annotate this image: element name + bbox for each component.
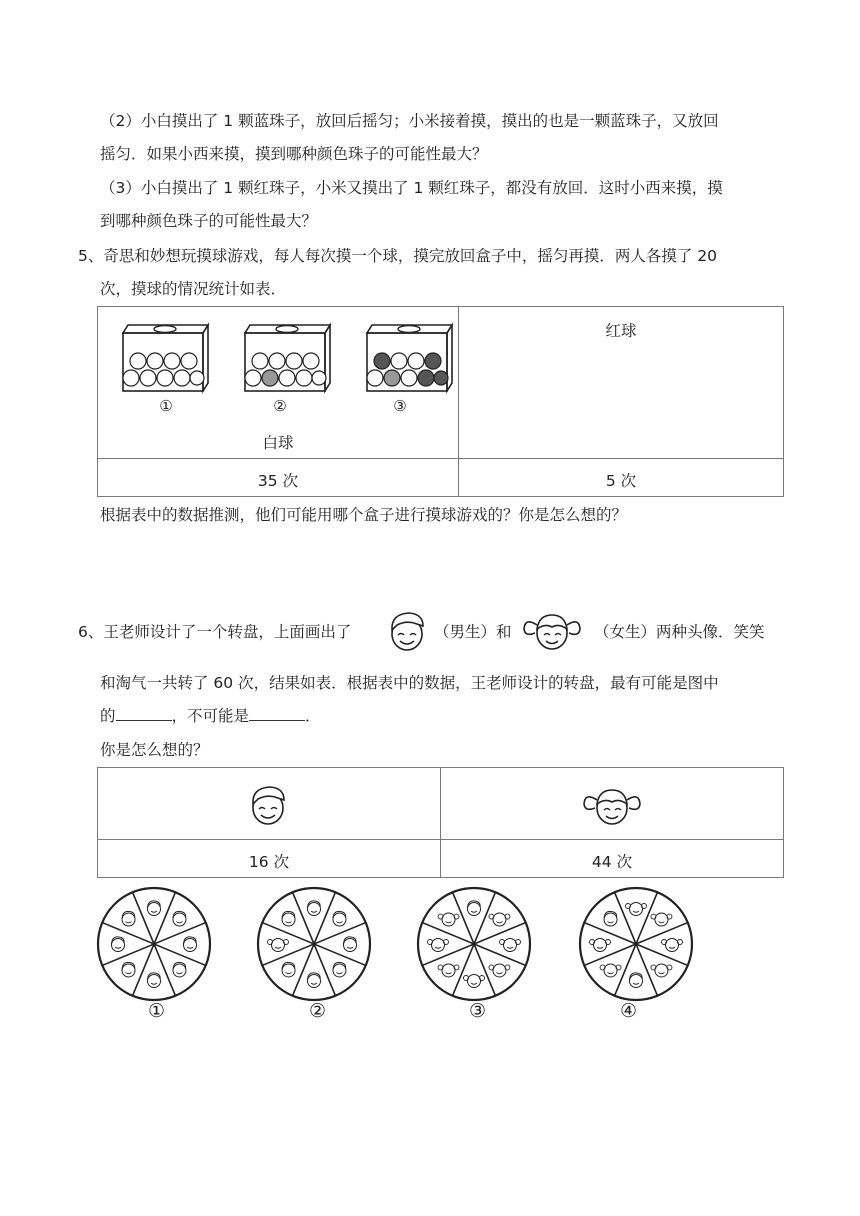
q5-line1: 5、奇思和妙想玩摸球游戏，每人每次摸一个球，摸完放回盒子中，摇匀再摸．两人各摸了 20 — [78, 247, 718, 265]
white-ball-label: 白球 — [262, 434, 294, 452]
q4-sub3-line2: 到哪种颜色珠子的可能性最大？ — [100, 212, 318, 230]
box-label-1: ① — [159, 397, 173, 415]
box-label-3: ③ — [393, 397, 407, 415]
spinner-label-1: ① — [148, 1000, 166, 1022]
boy-face-icon — [385, 608, 431, 654]
girl-header-cell — [441, 768, 784, 840]
red-ball-label: 红球 — [605, 322, 637, 340]
spinner-3 — [418, 888, 530, 1000]
boy-header-cell — [98, 768, 441, 840]
box-1-icon — [123, 325, 208, 391]
girl-face-icon — [519, 605, 585, 655]
q6-line3-b: ，不可能是 — [171, 707, 250, 725]
box-label-2: ② — [273, 397, 287, 415]
spinner-1 — [98, 888, 210, 1000]
spinner-4 — [580, 888, 692, 1000]
spinners-illustration — [92, 884, 712, 1034]
q6-line1-a: 6、王老师设计了一个转盘，上面画出了 — [78, 623, 352, 641]
q6-line1-b: （男生）和 — [434, 623, 512, 641]
q6-line4: 你是怎么想的？ — [100, 741, 209, 759]
q4-sub2-line2: 摇匀．如果小西来摸，摸到哪种颜色珠子的可能性最大？ — [100, 145, 488, 163]
spinner-label-2: ② — [309, 1000, 327, 1022]
q5-table — [97, 306, 784, 497]
q5-red-header-cell — [459, 307, 784, 459]
girl-count-cell — [441, 840, 784, 878]
answer-blank-2[interactable] — [249, 706, 305, 721]
box-3-icon — [367, 325, 452, 391]
q6-table — [97, 767, 784, 878]
q6-line3 — [100, 706, 321, 726]
red-count: 5 次 — [605, 472, 637, 490]
girl-count: 44 次 — [591, 853, 633, 871]
white-count-cell — [98, 459, 459, 497]
q4-sub3-line1: （3）小白摸出了 1 颗红珠子，小米又摸出了 1 颗红珠子，都没有放回．这时小西来摸，摸 — [100, 179, 723, 197]
spinner-label-4: ④ — [620, 1000, 638, 1022]
q5-line2: 次，摸球的情况统计如表． — [100, 280, 287, 298]
answer-blank-1[interactable] — [116, 706, 172, 721]
q6-line1-c: （女生）两种头像．笑笑 — [594, 623, 765, 641]
q6-line2: 和淘气一共转了 60 次，结果如表．根据表中的数据，王老师设计的转盘，最有可能是图中 — [100, 674, 719, 692]
q6-line3-c: ． — [305, 707, 321, 725]
spinner-label-3: ③ — [469, 1000, 487, 1022]
q4-sub2-line1: （2）小白摸出了 1 颗蓝珠子，放回后摇匀；小米接着摸，摸出的也是一颗蓝珠子，又放回 — [100, 112, 719, 130]
boy-count-cell — [98, 840, 441, 878]
red-count-cell — [459, 459, 784, 497]
white-count: 35 次 — [257, 472, 299, 490]
q5-question: 根据表中的数据推测，他们可能用哪个盒子进行摸球游戏的？你是怎么想的？ — [100, 506, 628, 524]
girl-face-icon — [579, 780, 645, 830]
boy-face-icon — [246, 782, 292, 828]
spinner-2 — [258, 888, 370, 1000]
q5-boxes-cell — [98, 307, 459, 459]
q6-line3-a: 的 — [100, 707, 116, 725]
box-2-icon — [245, 325, 330, 391]
boy-count: 16 次 — [248, 853, 290, 871]
